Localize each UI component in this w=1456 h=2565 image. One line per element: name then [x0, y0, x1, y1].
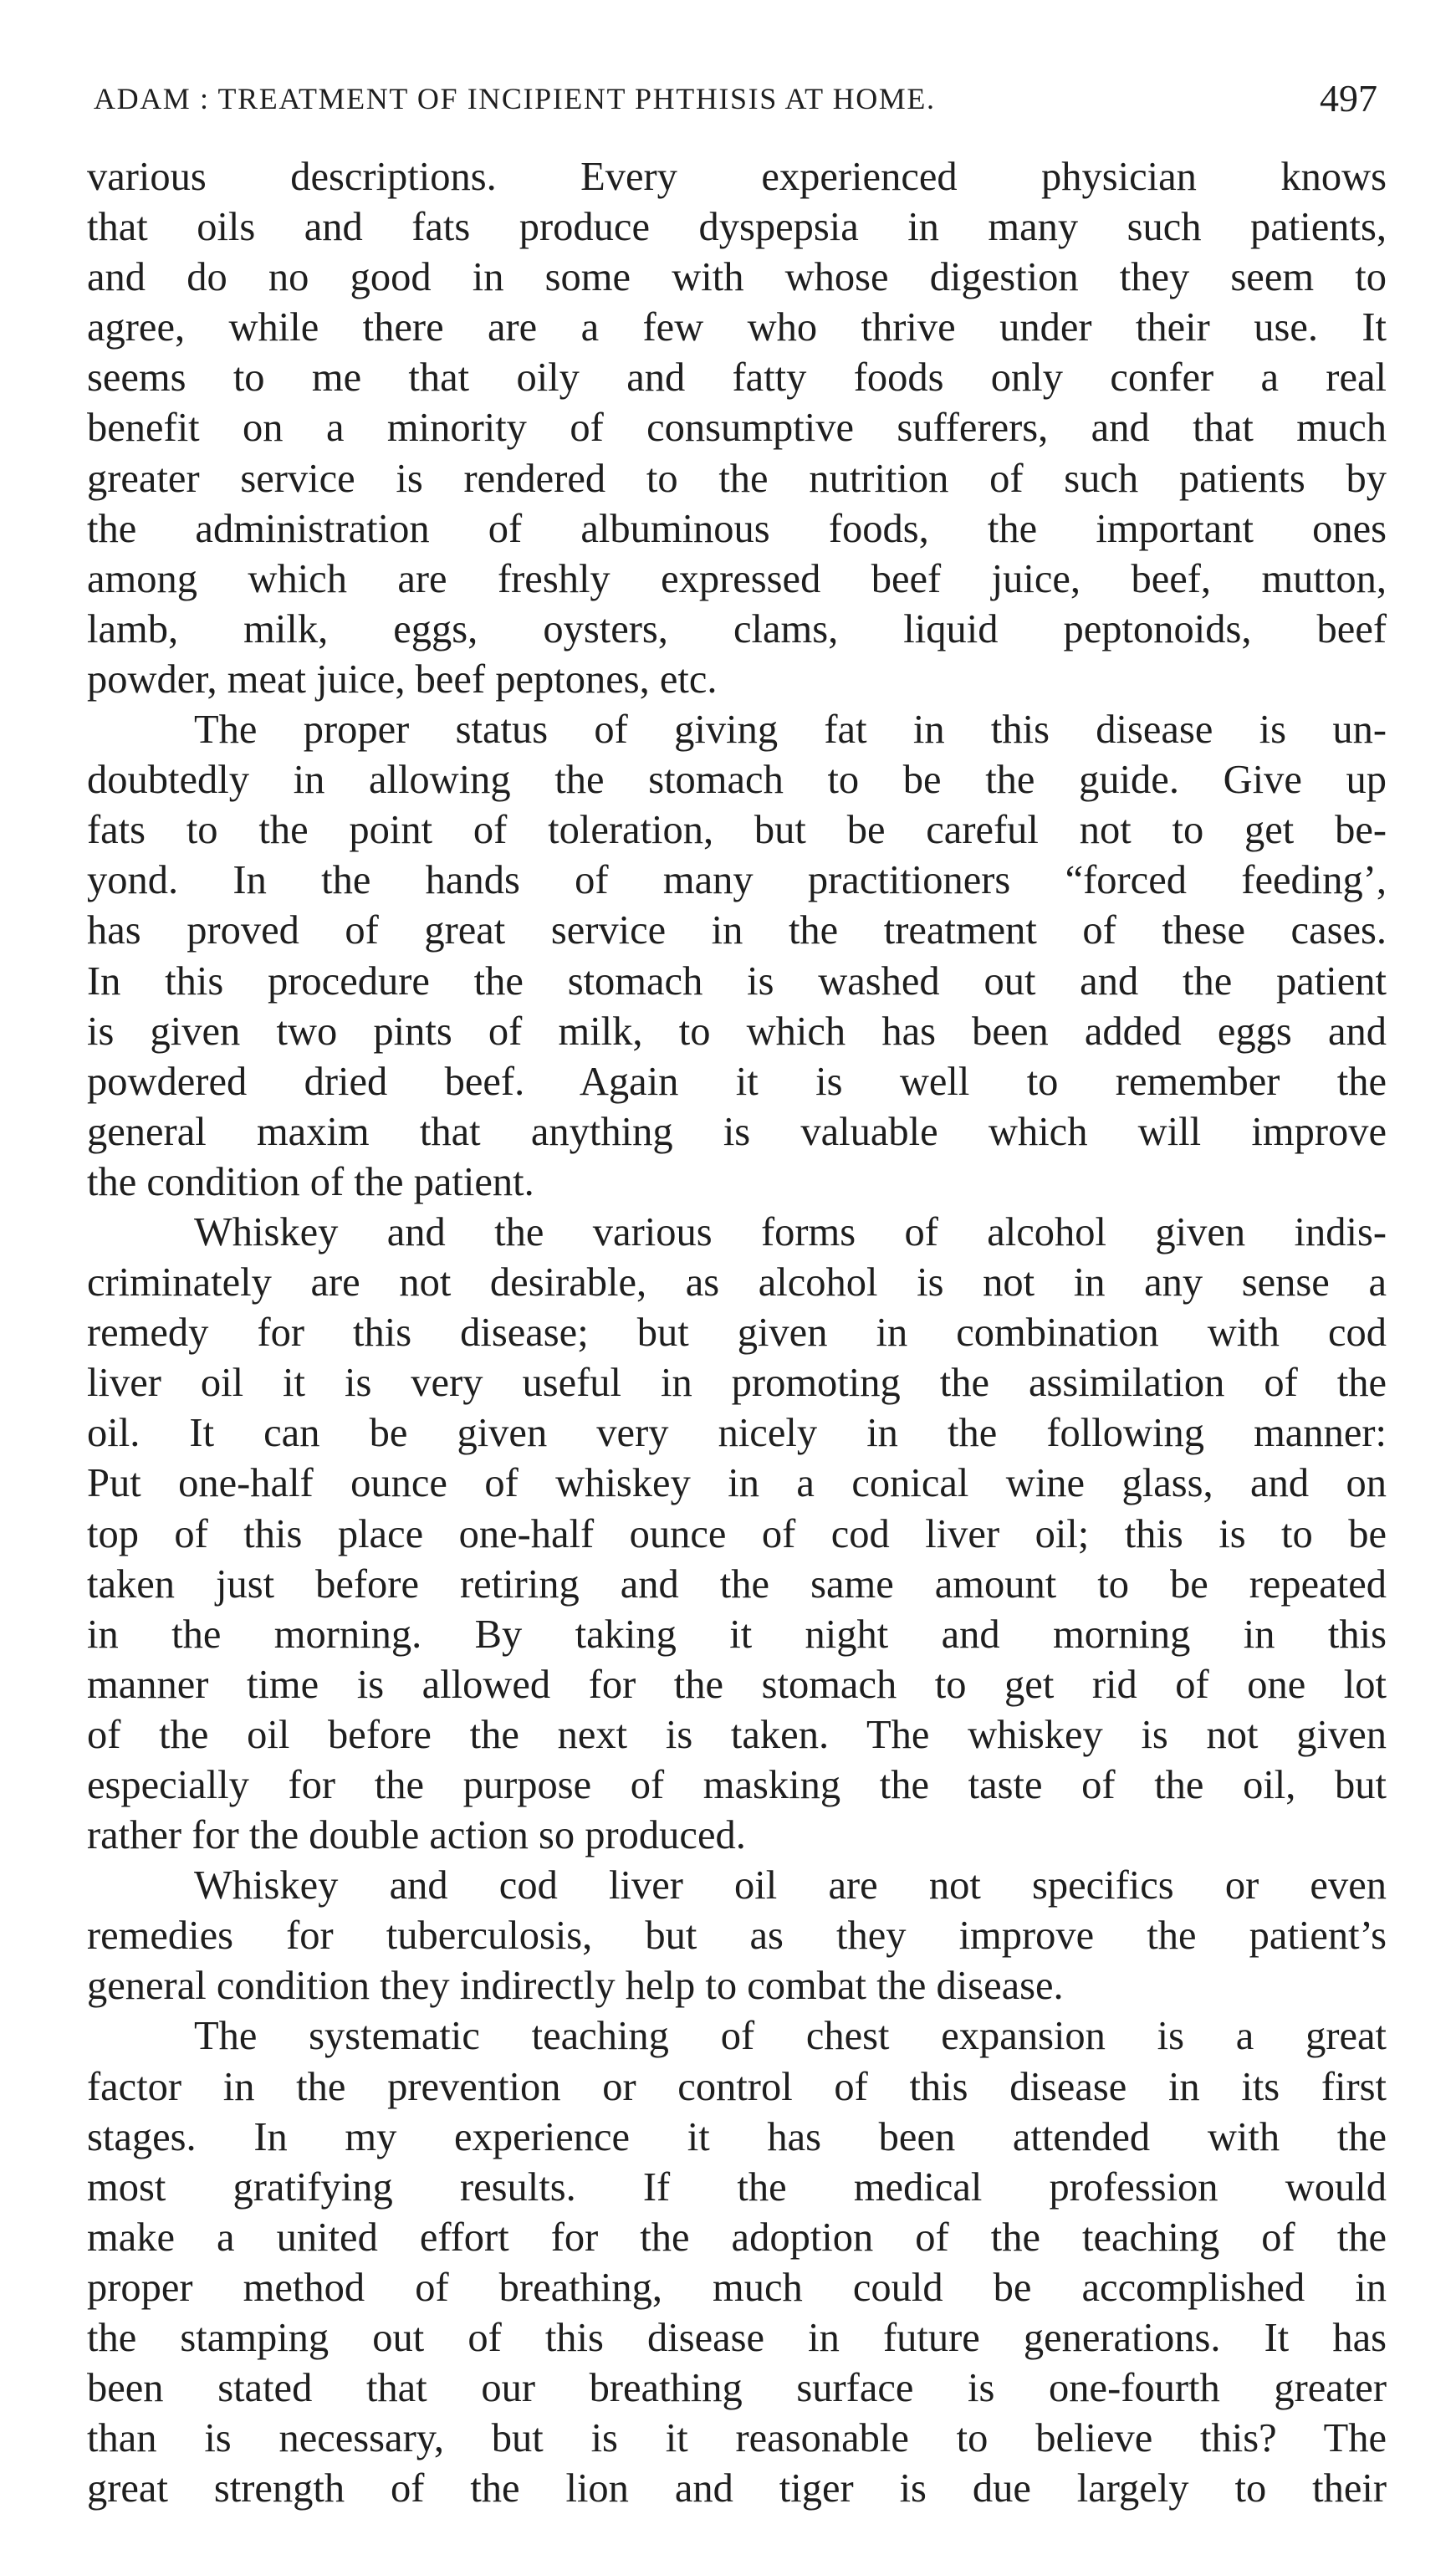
- paragraph-first-line: Whiskey and the various forms of alcohol given indis-: [194, 1209, 1387, 1254]
- text-line: has proved of great service in the treatment of these cases.: [87, 908, 1387, 953]
- text-line: stages. In my experience it has been attended with the: [87, 2114, 1387, 2159]
- text-line: liver oil it is very useful in promoting the assimilation of the: [87, 1361, 1387, 1406]
- text-line: general condition they indirectly help to combat the disease.: [87, 1964, 1064, 2009]
- text-line: proper method of breathing, much could be accomplished in: [87, 2265, 1387, 2310]
- text-line: yond. In the hands of many practitioners “forced feeding’,: [87, 858, 1387, 903]
- text-line: general maxim that anything is valuable which will improve: [87, 1109, 1387, 1154]
- running-header: [94, 65, 1377, 132]
- text-line: and do no good in some with whose digestion they seem to: [87, 255, 1387, 300]
- text-line: of the oil before the next is taken. The whiskey is not given: [87, 1712, 1387, 1757]
- paragraph-first-line: The systematic teaching of chest expansion is a great: [194, 2014, 1387, 2059]
- text-line: among which are freshly expressed beef juice, beef, mutton,: [87, 556, 1387, 601]
- text-line: in the morning. By taking it night and morning in this: [87, 1612, 1387, 1657]
- text-line: factor in the prevention or control of this disease in its first: [87, 2064, 1387, 2109]
- text-line: rather for the double action so produced.: [87, 1813, 746, 1858]
- text-line: criminately are not desirable, as alcohol is not in any sense a: [87, 1260, 1387, 1305]
- text-line: remedy for this disease; but given in combination with cod: [87, 1311, 1387, 1356]
- text-line: the stamping out of this disease in future generations. It has: [87, 2316, 1387, 2361]
- text-line: most gratifying results. If the medical profession would: [87, 2164, 1387, 2210]
- text-line: doubtedly in allowing the stomach to be the guide. Give up: [87, 758, 1387, 803]
- text-line: remedies for tuberculosis, but as they improve the patient’s: [87, 1914, 1387, 1959]
- paragraph-first-line: The proper status of giving fat in this disease is un-: [194, 708, 1387, 753]
- text-line: fats to the point of toleration, but be careful not to get be-: [87, 808, 1387, 853]
- text-line: the condition of the patient.: [87, 1159, 534, 1204]
- text-line: Put one-half ounce of whiskey in a conical wine glass, and on: [87, 1461, 1387, 1506]
- text-line: benefit on a minority of consumptive sufferers, and that much: [87, 406, 1387, 451]
- text-line: In this procedure the stomach is washed out and the patient: [87, 958, 1387, 1004]
- text-line: powdered dried beef. Again it is well to remember the: [87, 1059, 1387, 1104]
- text-line: than is necessary, but is it reasonable to believe this? The: [87, 2416, 1387, 2461]
- text-line: make a united effort for the adoption of the teaching of the: [87, 2215, 1387, 2260]
- text-line: the administration of albuminous foods, the important ones: [87, 506, 1387, 551]
- text-line: manner time is allowed for the stomach to get rid of one lot: [87, 1662, 1387, 1707]
- body-text: [87, 152, 1387, 2514]
- paragraph-first-line: Whiskey and cod liver oil are not specifics or even: [194, 1863, 1387, 1908]
- text-line: various descriptions. Every experienced physician knows: [87, 155, 1387, 199]
- text-line: that oils and fats produce dyspepsia in many such patients,: [87, 205, 1387, 250]
- text-line: top of this place one-half ounce of cod liver oil; this is to be: [87, 1511, 1387, 1556]
- text-line: lamb, milk, eggs, oysters, clams, liquid peptonoids, beef: [87, 606, 1387, 651]
- running-title: ADAM : TREATMENT OF INCIPIENT PHTHISIS AT HOME.: [94, 82, 936, 115]
- text-line: been stated that our breathing surface is one-fourth greater: [87, 2366, 1387, 2411]
- text-line: especially for the purpose of masking the taste of the oil, but: [87, 1763, 1387, 1807]
- text-line: seems to me that oily and fatty foods only confer a real: [87, 355, 1387, 401]
- text-line: greater service is rendered to the nutrition of such patients by: [87, 456, 1387, 501]
- text-line: oil. It can be given very nicely in the following manner:: [87, 1411, 1387, 1456]
- page-number: 497: [1320, 77, 1377, 120]
- text-line: taken just before retiring and the same amount to be repeated: [87, 1561, 1387, 1607]
- text-line: is given two pints of milk, to which has been added eggs and: [87, 1009, 1387, 1054]
- text-line: great strength of the lion and tiger is due largely to their: [87, 2466, 1387, 2511]
- text-line: powder, meat juice, beef peptones, etc.: [87, 657, 718, 702]
- text-line: agree, while there are a few who thrive under their use. It: [87, 305, 1387, 350]
